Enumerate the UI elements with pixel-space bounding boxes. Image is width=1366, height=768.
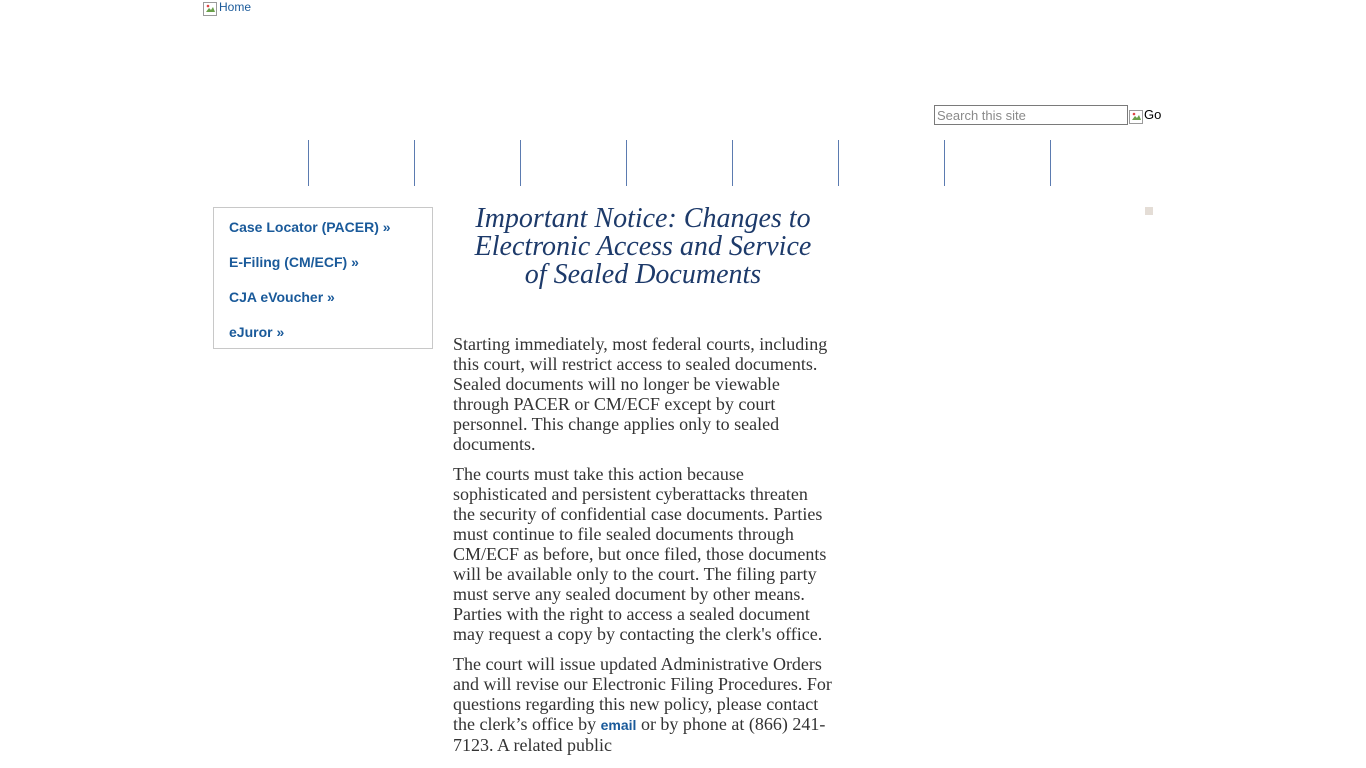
nav-separator xyxy=(520,140,521,186)
sidebar-link-e-filing[interactable]: E-Filing (CM/ECF) » xyxy=(229,254,359,270)
nav-separator xyxy=(732,140,733,186)
main-content xyxy=(453,205,833,765)
search-input[interactable] xyxy=(934,105,1128,125)
broken-image-icon xyxy=(203,2,217,16)
go-alt-text: Go xyxy=(1144,107,1162,122)
quick-links-sidebar xyxy=(213,207,433,349)
nav-separator xyxy=(838,140,839,186)
title-line: of Sealed Documents xyxy=(524,259,762,290)
email-link[interactable]: email xyxy=(600,717,637,733)
paragraph-text: or by phone at (866) 241-7123. A related public xyxy=(453,714,826,755)
broken-image-icon xyxy=(1129,110,1143,124)
page-title xyxy=(453,205,833,289)
nav-separator xyxy=(944,140,945,186)
home-image-alt-text: Home xyxy=(219,0,252,14)
nav-separator xyxy=(1050,140,1051,186)
search-go-button[interactable] xyxy=(1129,107,1161,122)
decorative-square xyxy=(1145,207,1153,215)
home-logo-link[interactable] xyxy=(203,0,251,14)
notice-paragraph-3 xyxy=(453,654,833,755)
main-nav-bar xyxy=(203,140,1163,186)
title-line: Electronic Access and Service xyxy=(474,231,812,262)
title-line: Important Notice: Changes to xyxy=(475,203,811,234)
sidebar-link-cja-evoucher[interactable]: CJA eVoucher » xyxy=(229,289,335,305)
nav-separator xyxy=(626,140,627,186)
notice-paragraph-2: The courts must take this action because sophisticated and persistent cyberattacks threaten the security of confidential case documents. Parties must continue to file sealed documents through CM/ECF as before, but once filed, those documents will be available only to the court. The filing party must serve any sealed document by other means. Parties with the right to access a sealed document may request a copy by contacting the clerk's office. xyxy=(453,464,827,644)
sidebar-link-case-locator[interactable]: Case Locator (PACER) » xyxy=(229,219,391,235)
nav-separator xyxy=(308,140,309,186)
nav-separator xyxy=(414,140,415,186)
paragraph-text: The court will issue updated Administrative Orders and will revise our Electronic Filing Procedures. For questions regarding this new policy, please contact the clerk’s office by xyxy=(453,654,832,734)
sidebar-link-ejuror[interactable]: eJuror » xyxy=(229,324,285,340)
notice-paragraph-1: Starting immediately, most federal courts, including this court, will restrict access to sealed documents. Sealed documents will no longer be viewable through PACER or CM/ECF except by court personnel. This change applies only to sealed documents. xyxy=(453,334,828,454)
